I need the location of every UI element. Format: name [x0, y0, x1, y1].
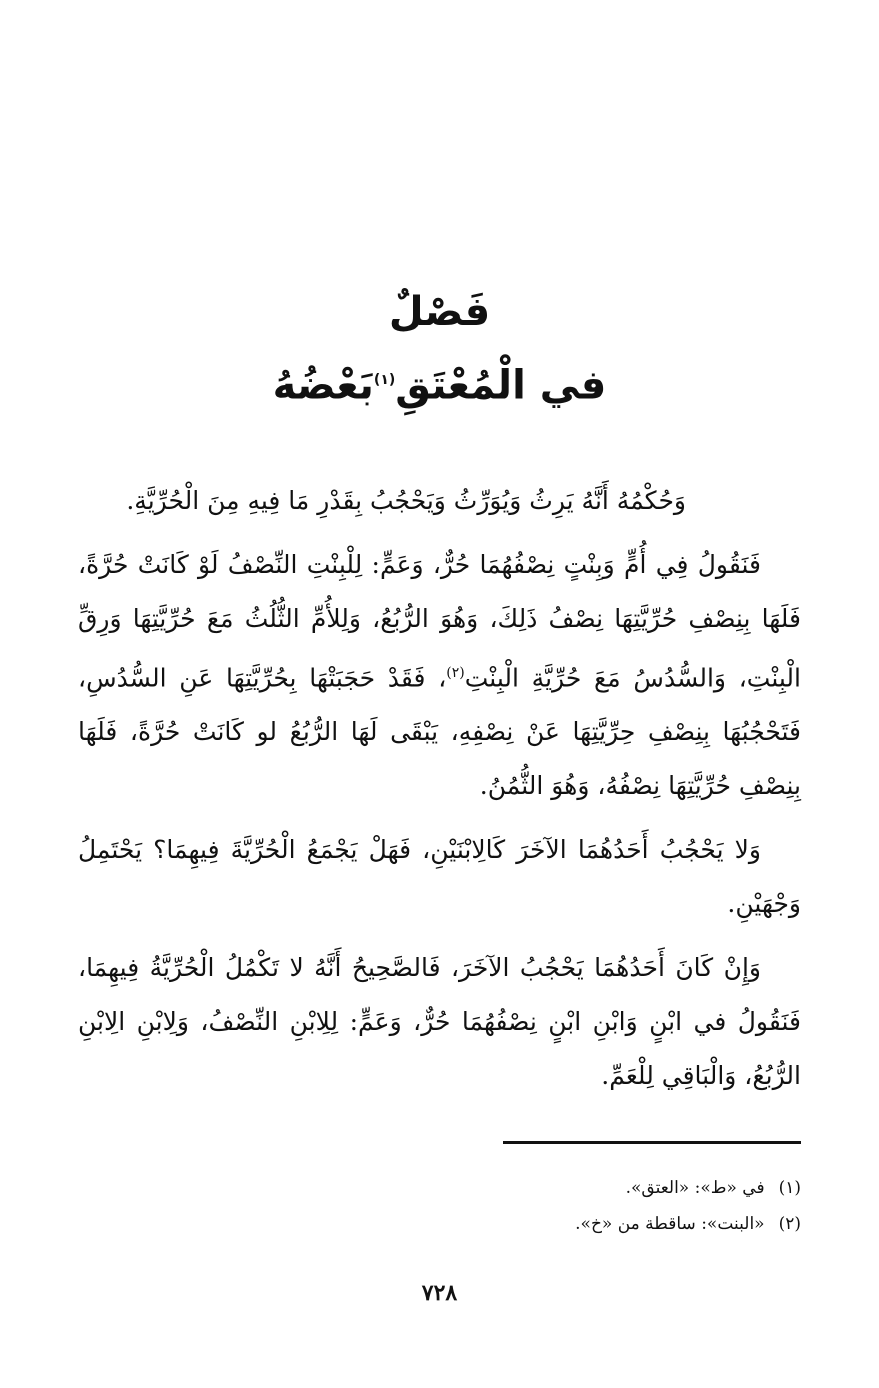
paragraph-2-part-2: ، فَقَدْ حَجَبَتْهَا بِحُرِّيَّتِهَا عَنِ السُّدُسِ، فَتَحْجُبُهَا بِنِصْفِ حِرِّيَّتِهَا عَنْ نِصْفِهِ، يَبْقَى لَهَا الرُّبُعُ لو كَانَتْ حُرَّةً، فَلَهَا بِنِصْفِ حُرِّيَّتِهَا نِصْفُهُ، وَهُوَ الثُّمُنُ.	[78, 663, 801, 801]
footnote-1	[78, 1170, 801, 1206]
footnote-number: (٢)	[778, 1214, 801, 1234]
subtitle-part-2: بَعْضُهُ	[272, 362, 374, 409]
paragraph-2-part-1: فَنَقُولُ فِي أُمٍّ وَبِنْتٍ نِصْفُهُمَا حُرٌّ، وَعَمٍّ: لِلْبِنْتِ النِّصْفُ لَوْ كَانَتْ حُرَّةً، فَلَهَا بِنِصْفِ حُرِّيَّتِهَا نِصْفُ ذَلِكَ، وَهُوَ الرُّبُعُ، وَلِلأُمِّ الثُّلُثُ مَعَ حُرِّيَّتِهَا وَرِقِّ الْبِنْتِ، وَالسُّدُسُ مَعَ حُرِّيَّةِ الْبِنْتِ	[78, 550, 801, 693]
subtitle-part-1: في الْمُعْتَقِ	[395, 362, 607, 409]
footnote-text: «البنت»: ساقطة من «خ».	[575, 1214, 765, 1234]
chapter-heading	[80, 278, 799, 419]
page-number: ٧٢٨	[421, 1280, 458, 1306]
footnote-ref-1[interactable]: (١)	[373, 372, 396, 388]
body-text	[78, 474, 801, 1113]
footnotes	[78, 1170, 801, 1242]
footnote-separator	[503, 1141, 801, 1144]
paragraph-4: وَإِنْ كَانَ أَحَدُهُمَا يَحْجُبُ الآخَرَ، فَالصَّحِيحُ أَنَّهُ لا تَكْمُلُ الْحُرِّيَّةُ فِيهِمَا، فَنَقُولُ في ابْنٍ وَابْنِ ابْنٍ نِصْفُهُمَا حُرٌّ، وَعَمٍّ: لِلِابْنِ النِّصْفُ، وَلِابْنِ الِابْنِ الرُّبُعُ، وَالْبَاقِي لِلْعَمِّ.	[78, 953, 801, 1091]
paragraph-1: وَحُكْمُهُ أَنَّهُ يَرِثُ وَيُوَرِّثُ وَيَحْجُبُ بِقَدْرِ مَا فِيهِ مِنَ الْحُرِّيَّةِ.	[126, 486, 686, 515]
footnote-ref-2[interactable]: (٢)	[446, 665, 465, 681]
paragraph-2	[78, 538, 801, 813]
paragraph-3: وَلا يَحْجُبُ أَحَدُهُمَا الآخَرَ كَالِابْنَيْنِ، فَهَلْ يَجْمَعُ الْحُرِّيَّةَ فِيهِمَا؟ يَحْتَمِلُ وَجْهَيْنِ.	[78, 835, 801, 919]
footnote-text: في «ط»: «العتق».	[625, 1178, 765, 1198]
section-title: فَصْلٌ	[388, 289, 491, 335]
footnote-2	[78, 1206, 801, 1242]
section-subtitle	[80, 346, 799, 419]
footnote-number: (١)	[778, 1178, 801, 1198]
